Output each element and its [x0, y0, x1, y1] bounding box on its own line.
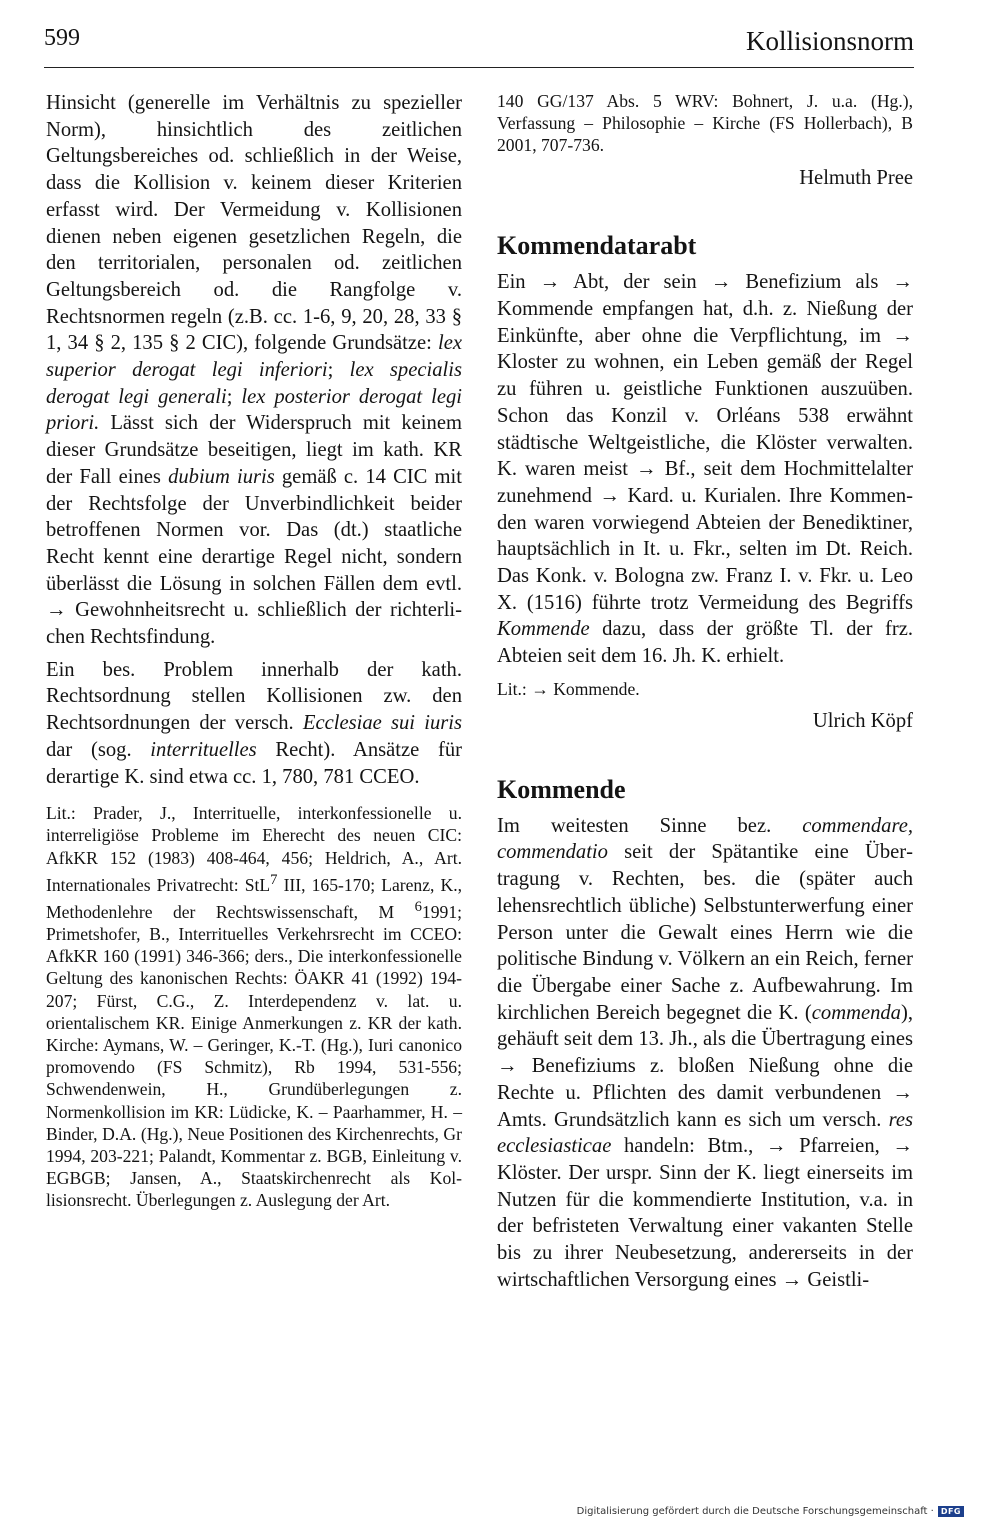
dfg-logo: DFG: [938, 1506, 964, 1517]
left-column: [46, 90, 462, 1212]
digitization-credit: [577, 1506, 964, 1517]
running-head: Kollisionsnorm: [745, 26, 914, 56]
entry-title-kommende: Kommende: [497, 774, 626, 804]
literature-reference: Lit.: → Kommende.: [497, 678, 640, 699]
entry-title-kommendatarabt: Kommendatarabt: [497, 231, 697, 261]
page-number: 599: [44, 25, 80, 51]
author-signature: Ulrich Köpf: [812, 710, 913, 733]
paragraph: Ein → Abt, der sein → Benefizium als → Kommende empfangen hat, d.h. z. Nießung der Einkünfte, aber ohne die Verpflichtung, im → Kloster zu wohnen, ein Leben gemäß der Regel zu führen u. geistliche Funktionen auszuüben. Schon das Konzil v. Orléans 538 erwähnt städtische Weltgeistliche, die Klöster verwalten. K. waren meist → Bf., seit dem Hochmittelalter zunehmend → Kard. u. Kurialen. Ihre Kommenden waren vorwiegend Abteien der Benediktiner, hauptsächlich in It. u. Fkr., selten im Dt. Reich. Das Konk. v. Bologna zw. Franz I. v. Fkr. u. Leo X. (1516) führte trotz Vermeidung des Begriffs Kommende dazu, dass der größte Tl. der frz. Abteien seit dem 16. Jh. K. erhielt.: [497, 271, 913, 668]
right-column: [497, 90, 913, 1293]
credit-text: Digitalisierung gefördert durch die Deutsche Forschungsgemeinschaft ·: [576, 1506, 934, 1517]
paragraph: Hinsicht (generelle im Verhältnis zu spezieller Norm), hinsichtlich des zeitlichen Geltungsbereiches od. schließlich in der Weise, dass die Kollision v. keinem dieser Kriterien erfasst wird. Der Vermeidung v. Kollisionen dienen neben eigenen gesetzlichen Regeln, die den territorialen, personalen od. zeitlichen Geltungsbereich od. die Rangfolge v. Rechtsnormen regeln (z.B. cc. 1-6, 9, 20, 28, 33 § 1, 34 § 2, 135 § 2 CIC), folgende Grundsätze: lex superior derogat legi inferiori; lex specialis derogat legi generali; lex posterior derogat legi priori. Lässt sich der Widerspruch mit keinem dieser Grundsätze beseitigen, liegt im kath. KR der Fall eines dubium iuris gemäß c. 14 CIC mit der Rechtsfolge der Unverbindlichkeit beider betroffenen Normen vor. Das (dt.) staatliche Recht kennt eine derartige Regel nicht, sondern überlässt die Lösung in solchen Fällen dem evtl. → Gewohnheitsrecht u. schließlich der richterlichen Rechtsfindung.: [46, 92, 462, 649]
author-signature: Helmuth Pree: [799, 166, 913, 189]
paragraph: Ein bes. Problem innerhalb der kath. Rechtsordnung stellen Kollisionen zw. den Rechtsordnungen der versch. Ecclesiae sui iuris dar (sog. interrituelles Recht). Ansätze für derartige K. sind etwa cc. 1, 780, 781 CCEO.: [46, 658, 462, 788]
header-rule: [44, 67, 914, 68]
paragraph: Im weitesten Sinne bez. commendare, commendatio seit der Spätantike eine Übertragung v. Rechten, bes. die (später auch lehensrechtlich übliche) Selbstunterwerfung einer Person unter die Gewalt eines Herrn wie die politische Bindung v. Völkern an ein Reich, ferner die Übergabe einer Sache z. Aufbewahrung. Im kirchlichen Bereich begegnet die K. (commenda), gehäuft seit dem 13. Jh., als die Übertragung eines → Benefiziums z. bloßen Nießung ohne die Rechte u. Pflichten des damit verbundenen → Amts. Grundsätzlich kann es sich um versch. res ecclesiasticae handeln: Btm., → Pfarreien, → Klöster. Der urspr. Sinn der K. liegt einerseits im Nutzen für die kommendierte Institution, v.a. in der befristeten Verwaltung einer vakanten Stelle bis zu ihrer Neubesetzung, andererseits in der wirtschaftlichen Versorgung eines → Geistli-: [497, 814, 913, 1291]
literature-continuation: 140 GG/137 Abs. 5 WRV: Bohnert, J. u.a. (Hg.), Verfassung – Philosophie – Kirche (FS Hollerbach), B 2001, 707-736.: [497, 91, 913, 156]
literature-list: Lit.: Prader, J., Interrituelle, interkonfessionelle u. interreligiöse Probleme im Eherecht des neuen CIC: AfkKR 152 (1983) 408-464, 456; Heldrich, A., Art. Internationales Privatrecht: StL$^7$ III, 165-170; Larenz, K., Methodenlehre der Rechtswissenschaft, M $^6$1991; Primetshofer, B., Interrituelles Verkehrsrecht im CCEO: AfkKR 160 (1991) 346-366; ders., Die interkonfessionelle Geltung des kanonischen Rechts: ÖAKR 41 (1992) 194-207; Fürst, C.G., Z. Interdependenz v. lat. u. orientalischem KR. Einige Anmerkungen z. KR der kath. Kirche: Aymans, W. – Geringer, K.-T. (Hg.), Iuri canonico promovendo (FS Schmitz), Rb 1994, 531-556; Schwendenwein, H., Grundüberlegungen z. Normenkollision im KR: Lüdicke, K. – Paarhammer, H. – Binder, D.A. (Hg.), Neue Positionen des Kirchenrechts, Gr 1994, 203-221; Palandt, Kommentar z. BGB, Einleitung v. EGBGB; Jansen, A., Staatskirchenrecht als Kollisionsrecht. Überlegungen z. Auslegung der Art.: [46, 803, 462, 1211]
